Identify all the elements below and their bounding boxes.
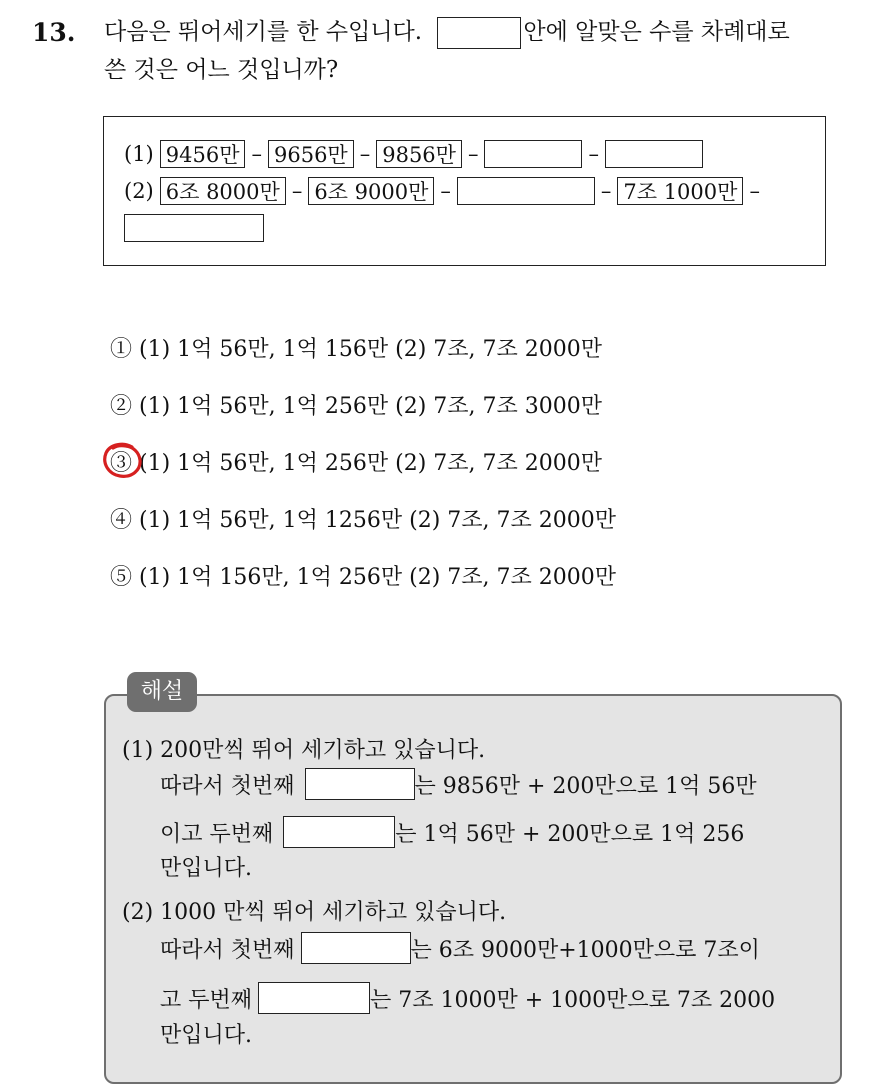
row1-dash: – (467, 142, 479, 166)
row1-blank-1 (484, 140, 582, 168)
solution-blank-3 (301, 932, 411, 964)
solution-blank-2 (283, 816, 395, 848)
row2-blank-2 (124, 214, 264, 242)
option-1-marker: ① (110, 337, 133, 362)
question-line-2: 쓴 것은 어느 것입니까? (104, 57, 339, 83)
question-answer-blank (437, 17, 521, 49)
solution-p1-line2-after: 는 9856만 + 200만으로 1억 56만 (414, 773, 757, 799)
row2-term-2: 6조 9000만 (308, 177, 434, 205)
solution-p2-line2-after: 는 6조 9000만+1000만으로 7조이 (410, 937, 760, 963)
solution-p1-line2 (160, 768, 757, 800)
option-1-text: (1) 1억 56만, 1억 156만 (2) 7조, 7조 2000만 (139, 337, 602, 362)
option-2[interactable] (110, 389, 602, 420)
solution-p2-line3-after: 는 7조 1000만 + 1000만으로 7조 2000 (370, 987, 776, 1013)
option-3-marker: ③ (110, 451, 133, 476)
option-1[interactable] (110, 332, 602, 363)
answer-circle-mark-icon (102, 441, 144, 479)
solution-tag: 해설 (127, 672, 197, 712)
solution-p2-line2 (160, 932, 760, 964)
option-3-text: (1) 1억 56만, 1억 256만 (2) 7조, 7조 2000만 (139, 451, 602, 476)
row2-dash: – (440, 179, 451, 203)
solution-blank-1 (305, 768, 415, 800)
row1-term-3: 9856만 (376, 140, 462, 168)
row2-dash: – (600, 179, 612, 203)
option-5[interactable] (110, 560, 616, 591)
row1-dash: – (251, 142, 262, 166)
solution-p1-line3-after: 는 1억 56만 + 200만으로 1억 256 (395, 821, 745, 847)
solution-p1-line3-before: 이고 두번째 (160, 821, 274, 847)
option-5-text: (1) 1억 156만, 1억 256만 (2) 7조, 7조 2000만 (139, 565, 616, 590)
row1-term-2: 9656만 (268, 140, 354, 168)
solution-p1-line4: 만입니다. (160, 856, 253, 881)
row1-blank-2 (605, 140, 703, 168)
option-4[interactable] (110, 503, 616, 534)
row1-dash: – (588, 142, 599, 166)
row1-term-1: 9456만 (160, 140, 246, 168)
option-4-text: (1) 1억 56만, 1억 1256만 (2) 7조, 7조 2000만 (139, 508, 616, 533)
row1-dash: – (359, 142, 371, 166)
solution-p1-line3 (160, 816, 744, 848)
option-5-marker: ⑤ (110, 565, 133, 590)
row2-label: (2) (124, 179, 154, 203)
row2-dash: – (749, 179, 760, 203)
option-3[interactable] (110, 446, 602, 477)
solution-p2-line1: (2) 1000 만씩 뛰어 세기하고 있습니다. (122, 900, 507, 925)
solution-p2-line2-before: 따라서 첫번째 (160, 937, 295, 963)
row2-term-3: 7조 1000만 (617, 177, 743, 205)
solution-blank-4 (258, 982, 370, 1014)
question-text-part2: 안에 알맞은 수를 차례대로 (523, 19, 790, 45)
question-number: 13. (32, 18, 76, 47)
option-2-marker: ② (110, 394, 133, 419)
question-line-1 (104, 16, 790, 49)
solution-p1-line1: (1) 200만씩 뛰어 세기하고 있습니다. (122, 738, 486, 763)
solution-p2-line3 (160, 982, 775, 1014)
solution-p1-line2-before: 따라서 첫번째 (160, 773, 295, 799)
row1-label: (1) (124, 142, 154, 166)
question-text-part1: 다음은 뛰어세기를 한 수입니다. (104, 19, 423, 45)
row2-dash: – (291, 179, 303, 203)
solution-p2-line3-before: 고 두번째 (160, 987, 253, 1013)
option-2-text: (1) 1억 56만, 1억 256만 (2) 7조, 7조 3000만 (139, 394, 602, 419)
row2-blank-1 (457, 177, 595, 205)
row2-term-1: 6조 8000만 (160, 177, 286, 205)
sequence-row-2 (124, 177, 766, 205)
solution-p2-line4: 만입니다. (160, 1023, 253, 1048)
option-4-marker: ④ (110, 508, 133, 533)
sequence-row-1 (124, 140, 703, 168)
sequence-box (103, 116, 826, 266)
